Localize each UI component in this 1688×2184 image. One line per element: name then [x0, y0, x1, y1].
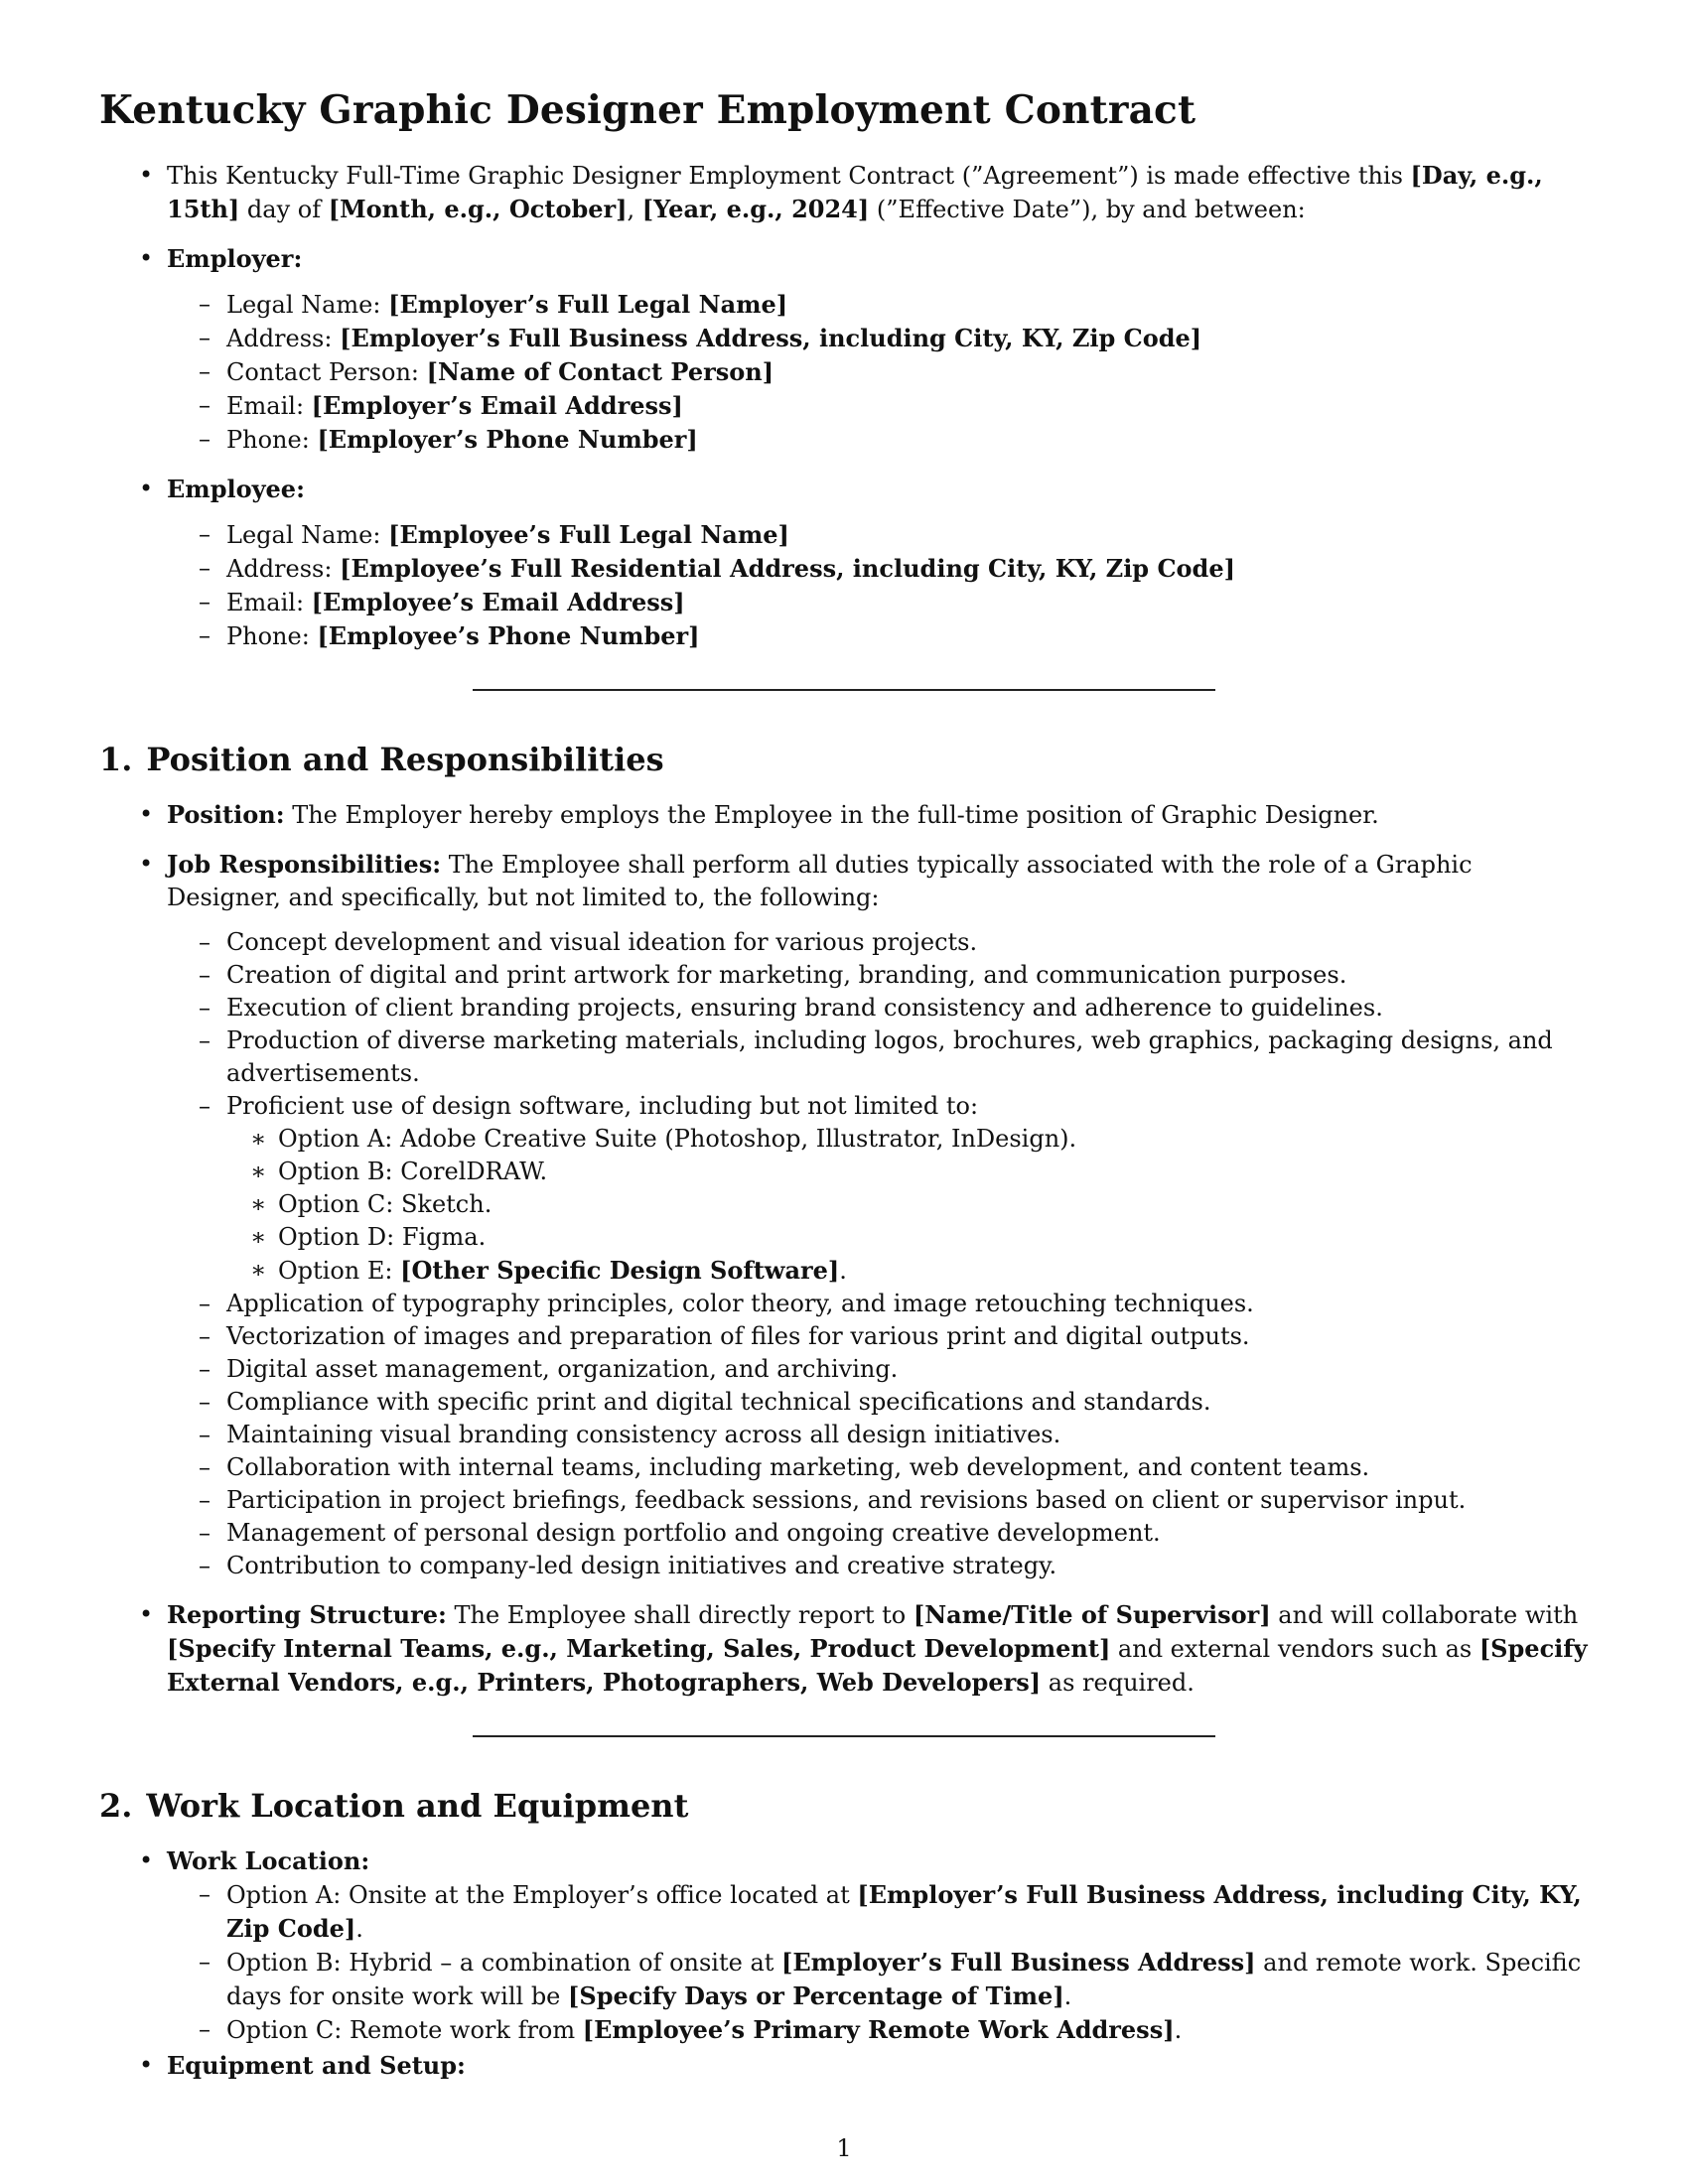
work-location-label: Work Location: — [167, 1846, 370, 1875]
employer-field — [167, 288, 1589, 322]
field-value: [Employer’s Full Business Address, including City, KY, Zip Code] — [340, 324, 1202, 352]
employer-field — [167, 423, 1589, 457]
field-label: Email: — [226, 589, 312, 616]
option-end: . — [355, 1915, 363, 1943]
field-value: [Employer’s Phone Number] — [317, 425, 698, 454]
field-label: Legal Name: — [226, 291, 389, 319]
intro-text: , — [627, 196, 642, 223]
year-placeholder: [Year, e.g., 2024] — [641, 195, 870, 223]
duty-item: – Production of diverse marketing materials, including logos, brochures, web graphics, packaging designs, and advertisements. — [167, 1024, 1589, 1090]
option-text: Option C: Remote work from — [226, 2016, 583, 2044]
option-placeholder: [Employer’s Full Business Address, including City, KY, Zip Code] — [226, 1880, 1582, 1943]
teams-placeholder: [Specify Internal Teams, e.g., Marketing, Sales, Product Development] — [167, 1634, 1111, 1663]
section-heading — [99, 741, 1589, 778]
option-placeholder: [Employee’s Primary Remote Work Address] — [582, 2015, 1175, 2044]
duty-item — [167, 1090, 1589, 1288]
duty-item: – Creation of digital and print artwork for marketing, branding, and communication purposes. — [167, 959, 1589, 992]
section-divider — [473, 1735, 1215, 1737]
page-number: 1 — [836, 2134, 852, 2162]
employee-field — [167, 619, 1589, 653]
duty-item: – Contribution to company-led design initiatives and creative strategy. — [167, 1550, 1589, 1582]
position-text: The Employer hereby employs the Employee in the full-time position of Graphic Designer. — [284, 801, 1379, 829]
field-value: [Employee’s Email Address] — [311, 588, 685, 616]
field-value: [Employer’s Email Address] — [311, 391, 683, 420]
field-value: [Employer’s Full Legal Name] — [388, 290, 788, 319]
duty-item: – Digital asset management, organization, and archiving. — [167, 1353, 1589, 1386]
supervisor-placeholder: [Name/Title of Supervisor] — [913, 1600, 1271, 1629]
reporting-structure-label: Reporting Structure: — [167, 1600, 447, 1629]
employer-fields — [167, 288, 1589, 457]
employer-field — [167, 355, 1589, 389]
document-title: Kentucky Graphic Designer Employment Contract — [99, 87, 1196, 133]
parties-list — [99, 159, 1589, 653]
duty-item: – Application of typography principles, color theory, and image retouching techniques. — [167, 1288, 1589, 1320]
field-value: [Employee’s Full Legal Name] — [388, 520, 789, 549]
intro-text: day of — [239, 196, 329, 223]
position-label: Position: — [167, 800, 285, 829]
location-option — [167, 1878, 1589, 1946]
document-page — [99, 87, 1589, 2085]
duty-text: Proficient use of design software, including but not limited to: — [226, 1092, 979, 1120]
option-text: and remote work. Specific days for onsite work will be — [226, 1949, 1582, 2010]
duty-item: – Execution of client branding projects, ensuring brand consistency and adherence to guidelines. — [167, 992, 1589, 1024]
work-location-item — [99, 1844, 1589, 2047]
intro-text: This Kentucky Full-Time Graphic Designer Employment Contract (”Agreement”) is made effective this — [167, 162, 1411, 190]
job-responsibilities-text: The Employee shall perform all duties typically associated with the role of a Graphic Designer, and specifically, but not limited to, the following: — [167, 851, 1473, 911]
employee-field — [167, 518, 1589, 552]
section-1-list — [99, 798, 1589, 1700]
work-location-options — [167, 1878, 1589, 2047]
option-placeholder: [Other Specific Design Software] — [400, 1256, 840, 1285]
option-placeholder: [Employer’s Full Business Address] — [781, 1948, 1256, 1977]
option-end: . — [1174, 2016, 1183, 2044]
duty-item: – Collaboration with internal teams, including marketing, web development, and content teams. — [167, 1451, 1589, 1484]
field-label: Phone: — [226, 426, 318, 454]
duty-item: – Vectorization of images and preparation of files for various print and digital outputs. — [167, 1320, 1589, 1353]
month-placeholder: [Month, e.g., October] — [328, 195, 628, 223]
option-text: Option B: Hybrid – a combination of onsite at — [226, 1949, 782, 1977]
equipment-item — [99, 2049, 1589, 2083]
field-label: Email: — [226, 392, 312, 420]
section-title: Position and Responsibilities — [146, 741, 664, 778]
reporting-text: The Employee shall directly report to — [446, 1601, 914, 1629]
reporting-text: and will collaborate with — [1270, 1601, 1579, 1629]
section-number: 2. — [99, 1787, 133, 1825]
option-end: . — [839, 1257, 847, 1285]
option-placeholder: [Specify Days or Percentage of Time] — [568, 1981, 1064, 2010]
duty-item: – Concept development and visual ideation for various projects. — [167, 926, 1589, 959]
duty-item: – Management of personal design portfolio and ongoing creative development. — [167, 1517, 1589, 1550]
position-item — [99, 798, 1589, 832]
location-option — [167, 2013, 1589, 2047]
section-2-list — [99, 1844, 1589, 2083]
field-label: Address: — [226, 325, 341, 352]
reporting-structure-item — [99, 1598, 1589, 1700]
employee-field — [167, 552, 1589, 586]
section-number: 1. — [99, 741, 133, 778]
software-list — [226, 1123, 1589, 1288]
intro-text: (”Effective Date”), by and between: — [869, 196, 1306, 223]
duty-item: – Maintaining visual branding consistency across all design initiatives. — [167, 1419, 1589, 1451]
option-label: Option E: — [278, 1257, 401, 1285]
employee-field — [167, 586, 1589, 619]
employer-field — [167, 389, 1589, 423]
employee-label: Employee: — [167, 475, 305, 503]
duty-item: – Compliance with specific print and digital technical specifications and standards. — [167, 1386, 1589, 1419]
employer-block — [99, 242, 1589, 457]
reporting-text: as required. — [1041, 1669, 1195, 1697]
location-option — [167, 1946, 1589, 2013]
field-label: Legal Name: — [226, 521, 389, 549]
section-divider — [473, 689, 1215, 691]
equipment-label: Equipment and Setup: — [167, 2051, 466, 2080]
section-heading — [99, 1787, 1589, 1825]
vendors-placeholder: [Specify External Vendors, e.g., Printers, Photographers, Web Developers] — [167, 1634, 1588, 1697]
job-responsibilities-item — [99, 848, 1589, 1582]
field-value: [Employee’s Full Residential Address, including City, KY, Zip Code] — [340, 554, 1235, 583]
section-title: Work Location and Equipment — [146, 1787, 689, 1825]
employer-label: Employer: — [167, 244, 303, 273]
reporting-text: and external vendors such as — [1110, 1635, 1479, 1663]
employer-field — [167, 322, 1589, 355]
duties-list — [167, 926, 1589, 1582]
software-option: ∗ Option B: CorelDRAW. — [226, 1156, 1589, 1188]
field-value: [Name of Contact Person] — [426, 357, 774, 386]
employee-fields — [167, 518, 1589, 653]
field-label: Contact Person: — [226, 358, 427, 386]
software-option: ∗ Option A: Adobe Creative Suite (Photoshop, Illustrator, InDesign). — [226, 1123, 1589, 1156]
day-placeholder: [Day, e.g., 15th] — [167, 161, 1543, 223]
duty-item: – Participation in project briefings, feedback sessions, and revisions based on client or supervisor input. — [167, 1484, 1589, 1517]
job-responsibilities-label: Job Responsibilities: — [167, 850, 442, 879]
field-value: [Employee’s Phone Number] — [317, 621, 700, 650]
field-label: Address: — [226, 555, 341, 583]
software-option: ∗ Option D: Figma. — [226, 1221, 1589, 1254]
software-option — [226, 1254, 1589, 1288]
option-end: . — [1063, 1982, 1072, 2010]
option-text: Option A: Onsite at the Employer’s office located at — [226, 1881, 858, 1909]
field-label: Phone: — [226, 622, 318, 650]
employee-block — [99, 473, 1589, 653]
software-option: ∗ Option C: Sketch. — [226, 1188, 1589, 1221]
intro-paragraph — [99, 159, 1589, 226]
